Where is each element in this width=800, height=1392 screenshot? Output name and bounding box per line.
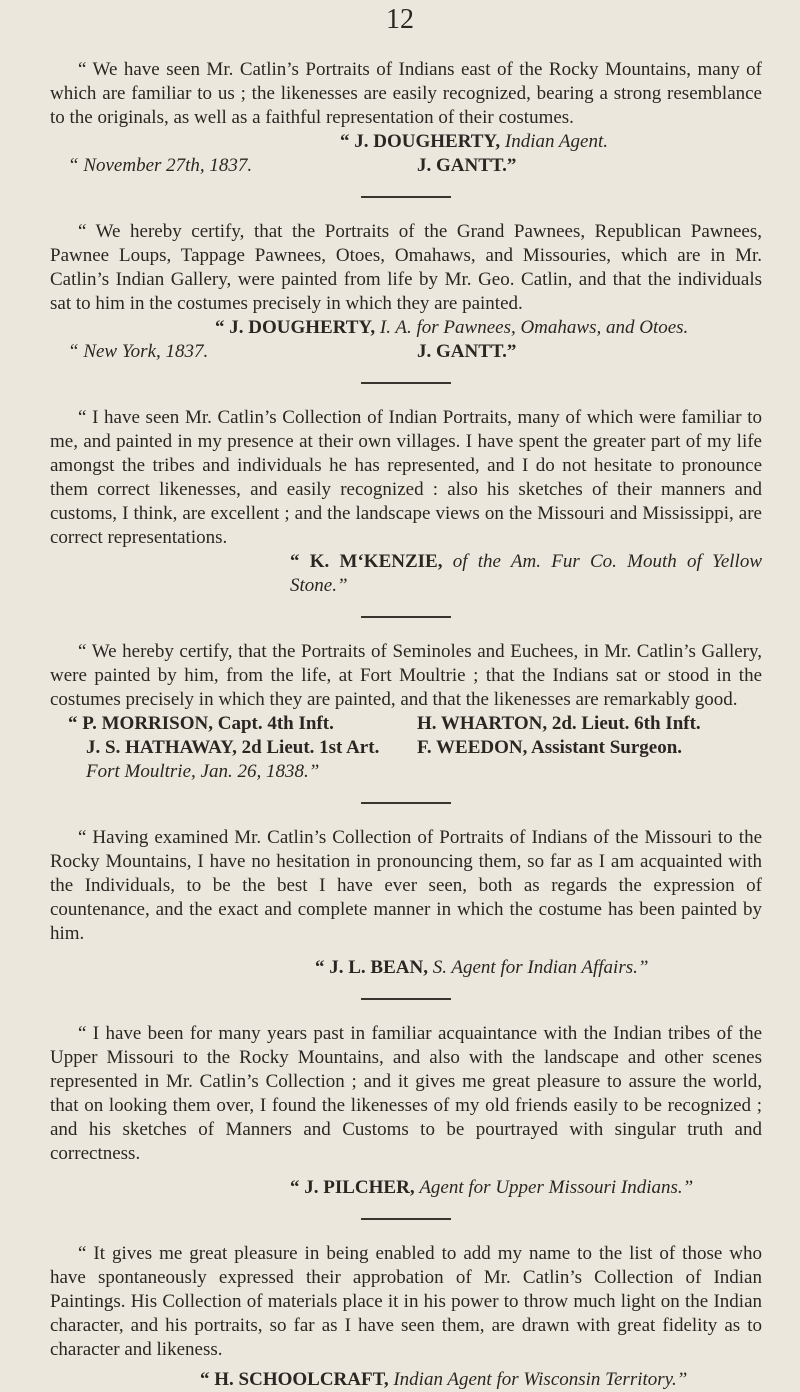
- divider: [361, 802, 451, 804]
- signer-name: H. WHARTON, 2d. Lieut. 6th Inft.: [417, 713, 701, 734]
- signer-name: J. S. HATHAWAY, 2d Lieut. 1st Art.: [86, 737, 380, 758]
- signature: [50, 1176, 762, 1200]
- testimonial-text: “ We hereby certify, that the Portraits of the Grand Pawnees, Republican Pawnees, Pawnee Loups, Tappage Pawnees, Otoes, Omahaws, and Missouries, which are in Mr. Catlin’s Indian Gallery, were painted from life by Mr. Geo. Catlin, and that the individuals sat to him in the costumes precisely in which they are painted.: [50, 221, 762, 314]
- signer-name: “ J. L. BEAN,: [315, 957, 428, 978]
- divider: [361, 616, 451, 618]
- date-line: “ New York, 1837.: [68, 341, 209, 362]
- signature-row: [50, 340, 762, 364]
- testimonial-text: “ We hereby certify, that the Portraits of Seminoles and Euchees, in Mr. Catlin’s Gallery, were painted by him, from the life, at Fort Moultrie ; that the Indians sat or stood in the costumes precisely in which they are painted, and that the likenesses are remarkably good.: [50, 641, 762, 710]
- signer-name: J. GANTT.”: [417, 155, 517, 176]
- testimonial-7: [50, 1242, 762, 1392]
- signature: [50, 1368, 762, 1392]
- testimonial-5: [50, 826, 762, 980]
- signer-title: Indian Agent.: [504, 131, 608, 152]
- testimonial-text: “ It gives me great pleasure in being enabled to add my name to the list of those who have spontaneously expressed their approbation of Mr. Catlin’s Collection of Indian Paintings. His Collection of materials place it in his power to throw much light on the Indian character, and his portraits, so far as I have seen them, are drawn with great fidelity as to character and likeness.: [50, 1243, 762, 1360]
- signer-name: “ J. PILCHER,: [290, 1177, 415, 1198]
- testimonial-2: [50, 220, 762, 364]
- signature-row: [50, 154, 762, 178]
- signer-title: S. Agent for Indian Affairs.”: [432, 957, 649, 978]
- signature: [50, 956, 762, 980]
- signer-name: F. WEEDON, Assistant Surgeon.: [417, 737, 683, 758]
- signer-title: I. A. for Pawnees, Omahaws, and Otoes.: [379, 317, 689, 338]
- testimonial-1: [50, 58, 762, 178]
- signer-name: “ J. DOUGHERTY,: [340, 131, 501, 152]
- testimonials: [50, 58, 762, 1392]
- testimonial-text: “ Having examined Mr. Catlin’s Collection of Portraits of Indians of the Missouri to the Rocky Mountains, I have no hesitation in pronouncing them, so far as I am acquainted with the Individuals, to be the best I have ever seen, both as regards the expression of countenance, and the exact and complete manner in which the costume has been painted by him.: [50, 827, 762, 944]
- signer-title: Agent for Upper Missouri Indians.”: [419, 1177, 694, 1198]
- signer-name: “ K. M‘KENZIE,: [290, 551, 443, 572]
- date-line: Fort Moultrie, Jan. 26, 1838.”: [86, 761, 320, 782]
- signer-name: “ H. SCHOOLCRAFT,: [200, 1369, 389, 1390]
- testimonial-4: [50, 640, 762, 784]
- signer-name: J. GANTT.”: [417, 341, 517, 362]
- date-line: “ November 27th, 1837.: [68, 155, 253, 176]
- page-number: 12: [386, 4, 414, 35]
- signer-name: “ J. DOUGHERTY,: [215, 317, 376, 338]
- testimonial-6: [50, 1022, 762, 1200]
- divider: [361, 196, 451, 198]
- testimonial-3: [50, 406, 762, 598]
- signature: [50, 550, 762, 598]
- signature: [50, 316, 762, 340]
- testimonial-text: “ I have been for many years past in familiar acquaintance with the Indian tribes of the Upper Missouri to the Rocky Mountains, and also with the landscape and other scenes represented in Mr. Catlin’s Collection ; and it gives me great pleasure to assure the world, that on looking them over, I found the likenesses of my old friends easily to be recognized ; and his sketches of Manners and Customs to be pourtrayed with singular truth and correctness.: [50, 1023, 762, 1164]
- signature: [50, 130, 762, 154]
- divider: [361, 998, 451, 1000]
- signature-row: [50, 712, 762, 736]
- testimonial-text: “ I have seen Mr. Catlin’s Collection of Indian Portraits, many of which were familiar to me, and painted in my presence at their own villages. I have spent the greater part of my life amongst the tribes and individuals he has represented, and I do not hesitate to pronounce them correct likenesses, and easily recognized : also his sketches of their manners and customs, I think, are excellent ; and the landscape views on the Missouri and Mississippi, are correct representations.: [50, 407, 762, 548]
- divider: [361, 1218, 451, 1220]
- divider: [361, 382, 451, 384]
- signature-row: [50, 736, 762, 760]
- testimonial-text: “ We have seen Mr. Catlin’s Portraits of Indians east of the Rocky Mountains, many of which are familiar to us ; the likenesses are easily recognized, bearing a strong resemblance to the originals, as well as a faithful representation of their costumes.: [50, 59, 762, 128]
- signer-name: “ P. MORRISON, Capt. 4th Inft.: [68, 713, 334, 734]
- signer-title: Indian Agent for Wisconsin Territory.”: [393, 1369, 688, 1390]
- signer-title: of the Am. Fur Co. Mouth of Yellow Stone.”: [290, 551, 763, 596]
